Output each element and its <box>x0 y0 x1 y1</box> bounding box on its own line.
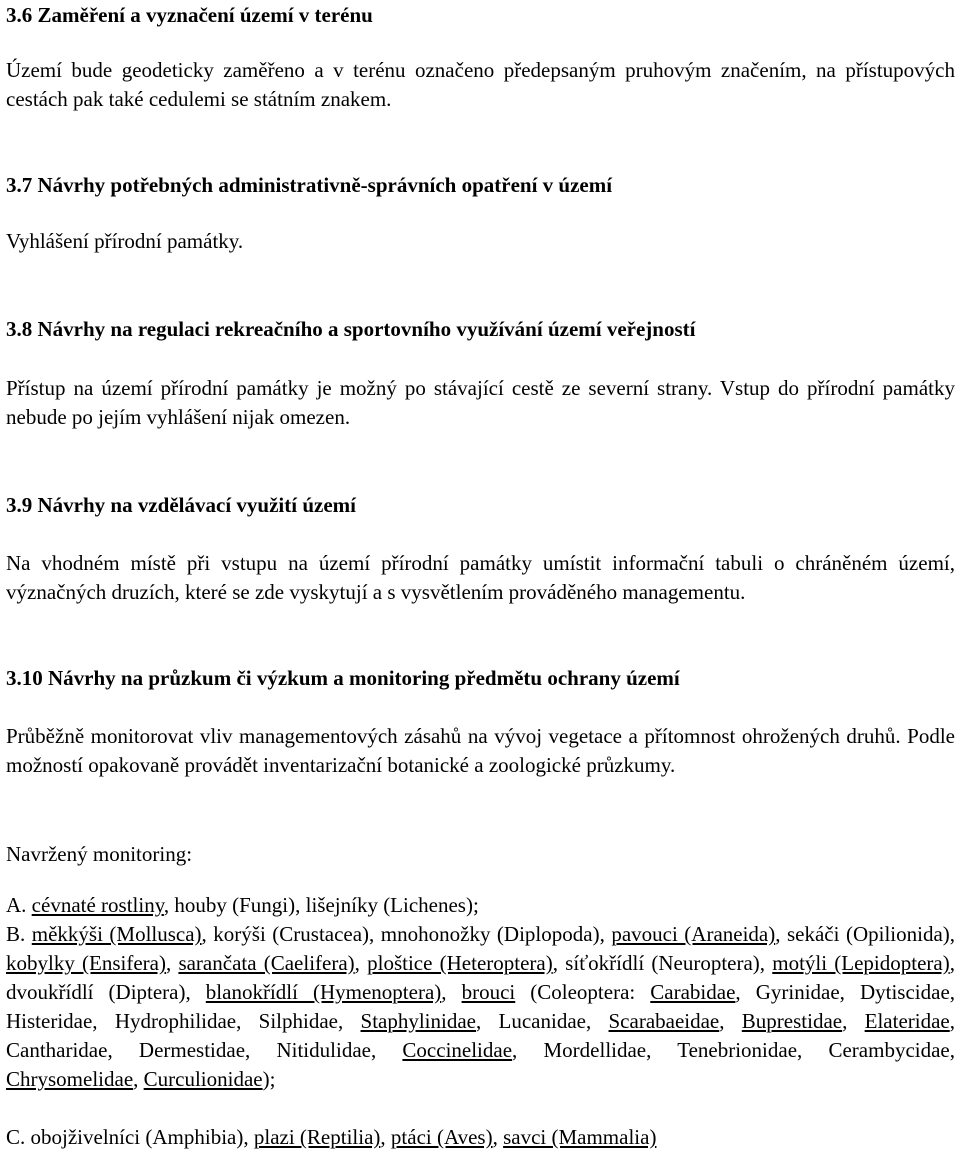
monitoring-b-taxon-1: měkkýši (Mollusca) <box>31 922 202 946</box>
monitoring-b-text-10: , Lucanidae, <box>476 1009 609 1033</box>
monitoring-a-text-1: , houby (Fungi), lišejníky (Lichenes); <box>163 893 479 917</box>
monitoring-b-text-6: , dvoukřídlí (Diptera), <box>6 951 955 1004</box>
section-3-10-text: Průběžně monitorovat vliv managementových zásahů na vývoj vegetace a přítomnost ohrožených druhů. Podle možností opakovaně provádět inventarizační botanické a zoologické průzkumy. <box>6 724 955 777</box>
monitoring-b-text-1: , korýši (Crustacea), mnohonožky (Diplopoda), <box>201 922 612 946</box>
monitoring-item-a <box>6 891 955 920</box>
monitoring-b-taxon-11: Scarabaeidae <box>608 1009 720 1033</box>
monitoring-b-taxon-12: Buprestidae <box>741 1009 843 1033</box>
monitoring-b-taxon-15: Chrysomelidae <box>6 1067 134 1091</box>
monitoring-c-taxon-1: plazi (Reptilia) <box>253 1125 381 1149</box>
monitoring-b-taxon-14: Coccinelidae <box>402 1038 513 1062</box>
monitoring-b-taxon-3: kobylky (Ensifera) <box>6 951 166 975</box>
monitoring-c-prefix: C. obojživelníci (Amphibia), <box>6 1125 254 1149</box>
monitoring-b-taxon-4: sarančata (Caelifera) <box>178 951 355 975</box>
monitoring-c-text-1: , <box>380 1125 391 1149</box>
monitoring-b-text-12: , <box>842 1009 865 1033</box>
monitoring-b-taxon-6: motýli (Lepidoptera) <box>772 951 950 975</box>
section-3-9-heading: 3.9 Návrhy na vzdělávací využití území <box>6 493 356 517</box>
monitoring-c-taxon-3: savci (Mammalia) <box>503 1125 657 1149</box>
section-3-10-heading: 3.10 Návrhy na průzkum či výzkum a monitoring předmětu ochrany území <box>6 666 680 690</box>
monitoring-b-text-11: , <box>719 1009 742 1033</box>
section-3-6-text: Území bude geodeticky zaměřeno a v terénu označeno předepsaným pruhovým značením, na přístupových cestách pak také cedulemi se státním znakem. <box>6 58 955 111</box>
monitoring-b-text-16: ); <box>262 1067 276 1091</box>
section-3-8-heading: 3.8 Návrhy na regulaci rekreačního a sportovního využívání území veřejností <box>6 317 696 341</box>
monitoring-b-text-5: , síťokřídlí (Neuroptera), <box>552 951 773 975</box>
monitoring-c-text-2: , <box>492 1125 504 1149</box>
monitoring-b-taxon-13: Elateridae <box>864 1009 950 1033</box>
section-3-8-text: Přístup na území přírodní památky je možný po stávající cestě ze severní strany. Vstup do přírodní památky nebude po jejím vyhlášení nijak omezen. <box>6 376 955 429</box>
monitoring-b-text-13: , Cantharidae, Dermestidae, Nitidulidae, <box>6 1009 955 1062</box>
monitoring-b-taxon-16: Curculionidae <box>143 1067 263 1091</box>
section-3-9-text: Na vhodném místě při vstupu na území přírodní památky umístit informační tabuli o chráněném území, význačných druzích, které se zde vyskytují a s vysvětlením prováděného managementu. <box>6 551 955 604</box>
monitoring-b-prefix: B. <box>6 922 32 946</box>
monitoring-b-taxon-10: Staphylinidae <box>360 1009 476 1033</box>
monitoring-b-text-3: , <box>165 951 179 975</box>
section-3-7-text: Vyhlášení přírodní památky. <box>6 229 244 253</box>
monitoring-b-taxon-8: brouci <box>461 980 516 1004</box>
monitoring-b-text-15: , <box>133 1067 144 1091</box>
section-3-7-heading: 3.7 Návrhy potřebných administrativně-správních opatření v území <box>6 173 613 197</box>
monitoring-b-taxon-2: pavouci (Araneida) <box>611 922 776 946</box>
monitoring-b-taxon-7: blanokřídlí (Hymenoptera) <box>205 980 442 1004</box>
monitoring-item-b <box>6 920 955 1094</box>
monitoring-b-taxon-5: ploštice (Heteroptera) <box>367 951 553 975</box>
monitoring-b-text-8: (Coleoptera: <box>515 980 651 1004</box>
monitoring-b-text-9: , Gyrinidae, Dytiscidae, Histeridae, Hydrophilidae, Silphidae, <box>6 980 956 1033</box>
monitoring-c-taxon-2: ptáci (Aves) <box>390 1125 493 1149</box>
monitoring-b-text-14: , Mordellidae, Tenebrionidae, Cerambycidae, <box>512 1038 955 1062</box>
monitoring-b-text-7: , <box>441 980 462 1004</box>
monitoring-a-prefix: A. <box>6 893 32 917</box>
monitoring-item-c <box>6 1123 955 1152</box>
section-3-6-heading: 3.6 Zaměření a vyznačení území v terénu <box>6 3 373 27</box>
monitoring-b-taxon-9: Carabidae <box>650 980 736 1004</box>
monitoring-a-taxon-1: cévnaté rostliny <box>31 893 164 917</box>
monitoring-b-text-2: , sekáči (Opilionida), <box>775 922 956 946</box>
monitoring-label: Navržený monitoring: <box>6 842 193 866</box>
monitoring-b-text-4: , <box>354 951 368 975</box>
